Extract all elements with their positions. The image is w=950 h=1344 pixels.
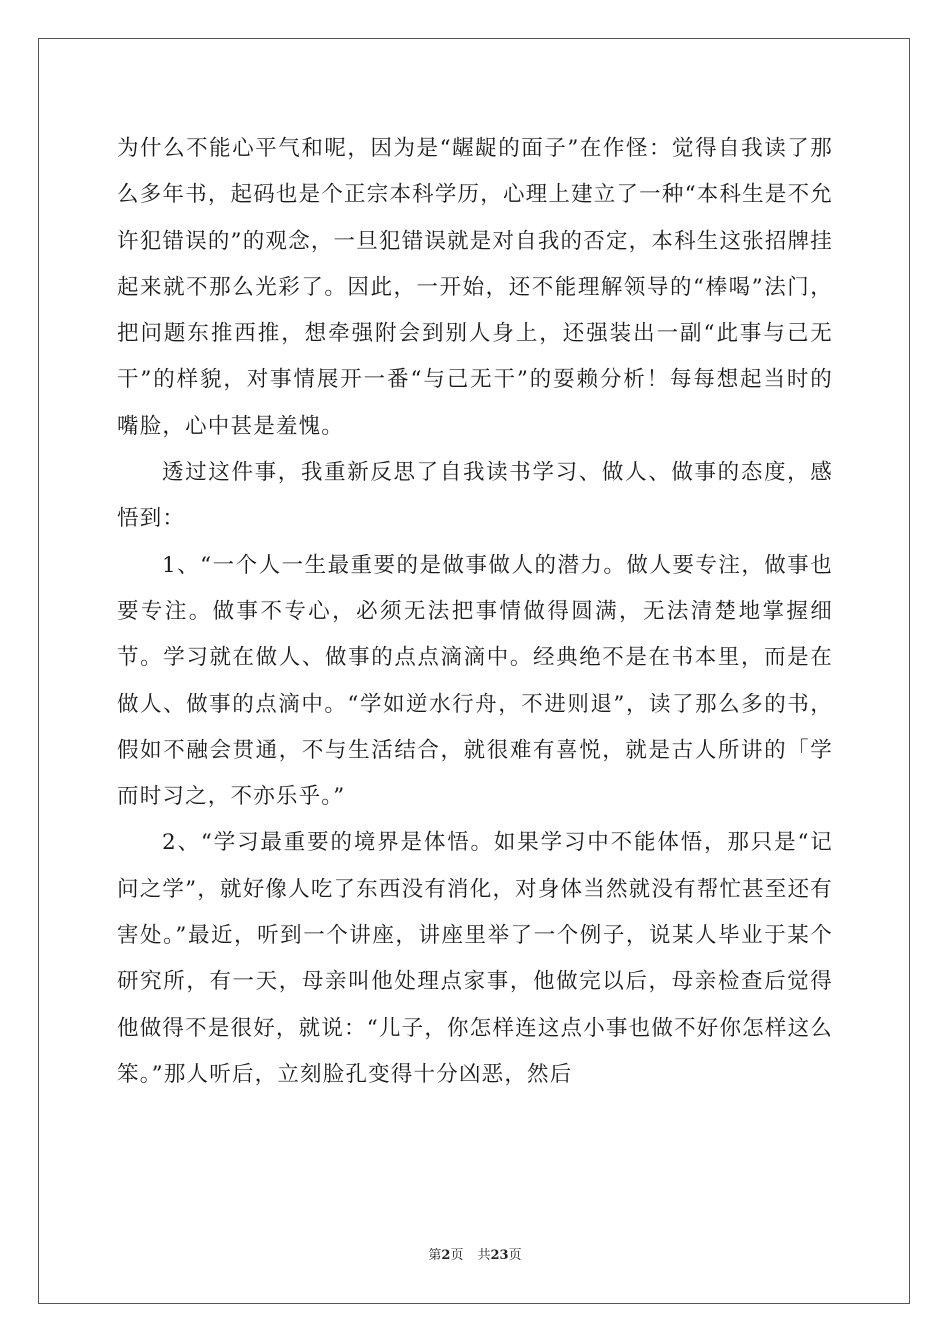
total-pages-indicator (477, 1248, 521, 1263)
total-pages: 23 (490, 1248, 509, 1263)
page-footer (0, 1244, 950, 1263)
page-number: 2 (441, 1248, 451, 1263)
total-prefix: 共 (477, 1248, 491, 1263)
page-prefix: 第 (428, 1248, 442, 1263)
page-suffix: 页 (450, 1248, 464, 1263)
document-body (117, 126, 833, 1098)
paragraph-2: 透过这件事，我重新反思了自我读书学习、做人、做事的态度，感悟到： (117, 460, 833, 532)
total-suffix: 页 (508, 1248, 522, 1263)
page-indicator (428, 1248, 463, 1263)
paragraph-1: 为什么不能心平气和呢，因为是“龌龊的面子”在作怪：觉得自我读了那么多年书，起码也是个正宗本科学历，心理上建立了一种“本科生是不允许犯错误的”的观念，一旦犯错误就是对自我的否定，本科生这张招牌挂起来就不那么光彩了。因此，一开始，还不能理解领导的“棒喝”法门，把问题东推西推，想牵强附会到别人身上，还强装出一副“此事与己无干”的样貌，对事情展开一番“与己无干”的耍赖分析！每每想起当时的嘴脸，心中甚是羞愧。 (117, 136, 833, 439)
paragraph-4: 2、“学习最重要的境界是体悟。如果学习中不能体悟，那只是“记问之学”，就好像人吃了东西没有消化，对身体当然就没有帮忙甚至还有害处。”最近，听到一个讲座，讲座里举了一个例子，说某人毕业于某个研究所，有一天，母亲叫他处理点家事，他做完以后，母亲检查后觉得他做得不是很好，就说：“儿子，你怎样连这点小事也做不好你怎样这么笨。”那人听后，立刻脸孔变得十分凶恶，然后 (117, 830, 833, 1087)
paragraph-3: 1、“一个人一生最重要的是做事做人的潜力。做人要专注，做事也要专注。做事不专心，必须无法把事情做得圆满，无法清楚地掌握细节。学习就在做人、做事的点点滴滴中。经典绝不是在书本里，而是在做人、做事的点滴中。“学如逆水行舟，不进则退”，读了那么多的书，假如不融会贯通，不与生活结合，就很难有喜悦，就是古人所讲的「学而时习之，不亦乐乎。” (117, 552, 833, 810)
